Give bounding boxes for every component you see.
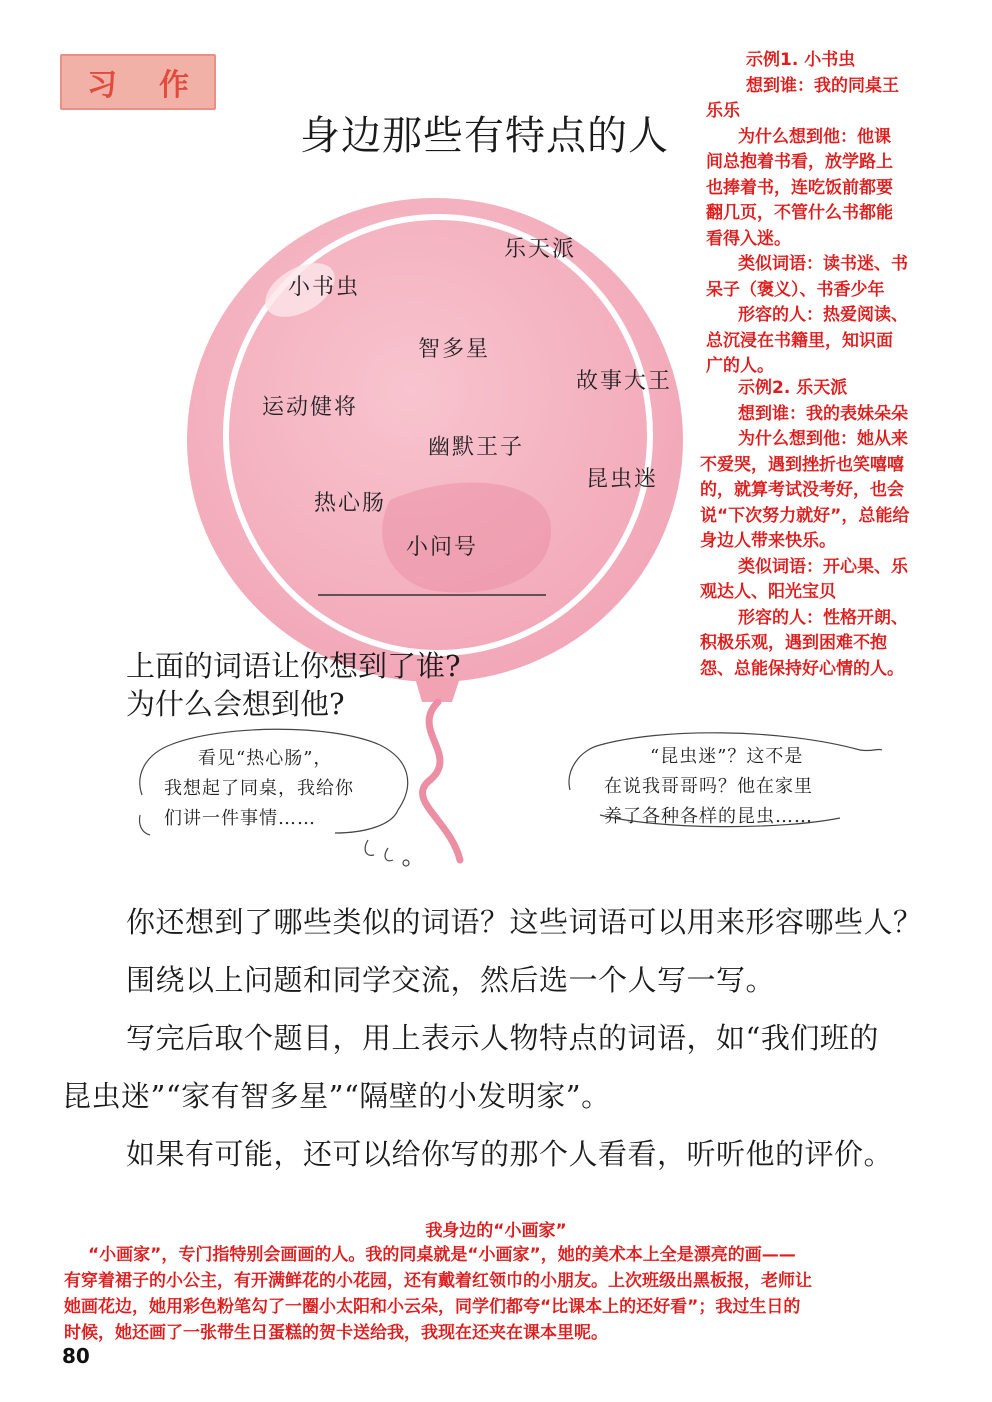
note-line: 怨、总能保持好心情的人。 xyxy=(700,658,904,679)
note-line: 总沉浸在书籍里，知识面 xyxy=(706,330,893,351)
balloon-word: 运动健将 xyxy=(262,395,359,420)
paragraph-line: 你还想到了哪些类似的词语？这些词语可以用来形容哪些人？ xyxy=(126,905,923,939)
balloon-word: 智多星 xyxy=(418,337,491,362)
note-line: 乐乐 xyxy=(706,101,740,121)
balloon-word: 热心肠 xyxy=(314,491,387,516)
note-line: 也捧着书，连吃饭前都要 xyxy=(706,177,893,198)
paragraph-line: 围绕以上问题和同学交流，然后选一个人写一写。 xyxy=(126,963,776,997)
essay-line: 时候，她还画了一张带生日蛋糕的贺卡送给我，我现在还夹在课本里呢。 xyxy=(64,1323,608,1343)
balloon-word: 乐天派 xyxy=(504,237,577,262)
note-line: 示例2. 乐天派 xyxy=(738,378,848,398)
essay-line: 有穿着裙子的小公主，有开满鲜花的小花园，还有戴着红领巾的小朋友。上次班级出黑板报，老师让 xyxy=(64,1271,812,1291)
essay-line: 她画花边，她用彩色粉笔勾了一圈小太阳和小云朵，同学们都夸“比课本上的还好看”；我过生日的 xyxy=(64,1297,801,1317)
balloon-word: 小书虫 xyxy=(288,275,361,300)
note-line: 广的人。 xyxy=(706,356,774,376)
question-line: 上面的词语让你想到了谁? xyxy=(126,649,461,683)
note-line: 呆子（褒义）、书香少年 xyxy=(706,279,885,300)
section-tag-char: 习 xyxy=(87,68,117,103)
note-line: 类似词语：读书迷、书 xyxy=(738,254,908,274)
essay-body xyxy=(64,1242,812,1346)
note-example-2 xyxy=(700,376,909,682)
note-example-1 xyxy=(700,48,908,380)
paragraph-line: 如果有可能，还可以给你写的那个人看看，听听他的评价。 xyxy=(126,1137,894,1171)
note-line: 类似词语：开心果、乐 xyxy=(738,556,908,577)
note-line: 为什么想到他：他课 xyxy=(738,126,891,147)
section-tag-char: 作 xyxy=(159,68,189,103)
note-line: 看得入迷。 xyxy=(706,228,791,249)
note-line: 身边人带来快乐。 xyxy=(700,531,836,551)
note-line: 想到谁：我的同桌王 xyxy=(746,75,899,96)
balloon-word: 故事大王 xyxy=(576,369,673,394)
page-number: 80 xyxy=(62,1344,90,1368)
note-line: 翻几页，不管什么书都能 xyxy=(706,203,893,223)
note-line: 说“下次努力就好”，总能给 xyxy=(700,505,910,526)
balloon-word: 小问号 xyxy=(406,535,479,560)
note-line: 积极乐观，遇到困难不抱 xyxy=(700,633,887,653)
bubble-right-line: 在说我哥哥吗？他在家里 xyxy=(604,776,813,797)
note-line: 观达人、阳光宝贝 xyxy=(700,582,836,602)
page-title: 身边那些有特点的人 xyxy=(300,113,669,159)
note-line: 为什么想到他：她从来 xyxy=(738,429,908,449)
paragraph-line: 昆虫迷”“家有智多星”“隔壁的小发明家”。 xyxy=(62,1079,611,1113)
note-line: 形容的人：热爱阅读、 xyxy=(738,305,908,325)
bubble-left-line: 们讲一件事情…… xyxy=(164,808,316,829)
note-line: 示例1. 小书虫 xyxy=(746,50,856,70)
note-line: 不爱哭，遇到挫折也笑嘻嘻 xyxy=(700,454,904,475)
balloon-word: 昆虫迷 xyxy=(586,467,659,492)
note-line: 想到谁：我的表妹朵朵 xyxy=(738,403,908,424)
bubble-left-line: 看见“热心肠”， xyxy=(198,748,333,769)
paragraph-line: 写完后取个题目，用上表示人物特点的词语，如“我们班的 xyxy=(126,1021,879,1055)
bubble-left-line: 我想起了同桌，我给你 xyxy=(164,778,354,799)
essay-line: “小画家”，专门指特别会画画的人。我的同桌就是“小画家”，她的美术本上全是漂亮的画—— xyxy=(88,1245,796,1265)
bubble-right-line: “昆虫迷”？这不是 xyxy=(650,746,804,767)
note-line: 的，就算考试没考好，也会 xyxy=(700,480,904,500)
note-line: 间总抱着书看，放学路上 xyxy=(706,152,893,172)
essay-title: 我身边的“小画家” xyxy=(425,1221,567,1241)
question-line: 为什么会想到他? xyxy=(126,687,345,721)
balloon-word: 幽默王子 xyxy=(428,435,525,460)
section-tag xyxy=(60,54,216,110)
note-line: 形容的人：性格开朗、 xyxy=(738,607,908,628)
bubble-right-line: 养了各种各样的昆虫…… xyxy=(604,806,813,827)
